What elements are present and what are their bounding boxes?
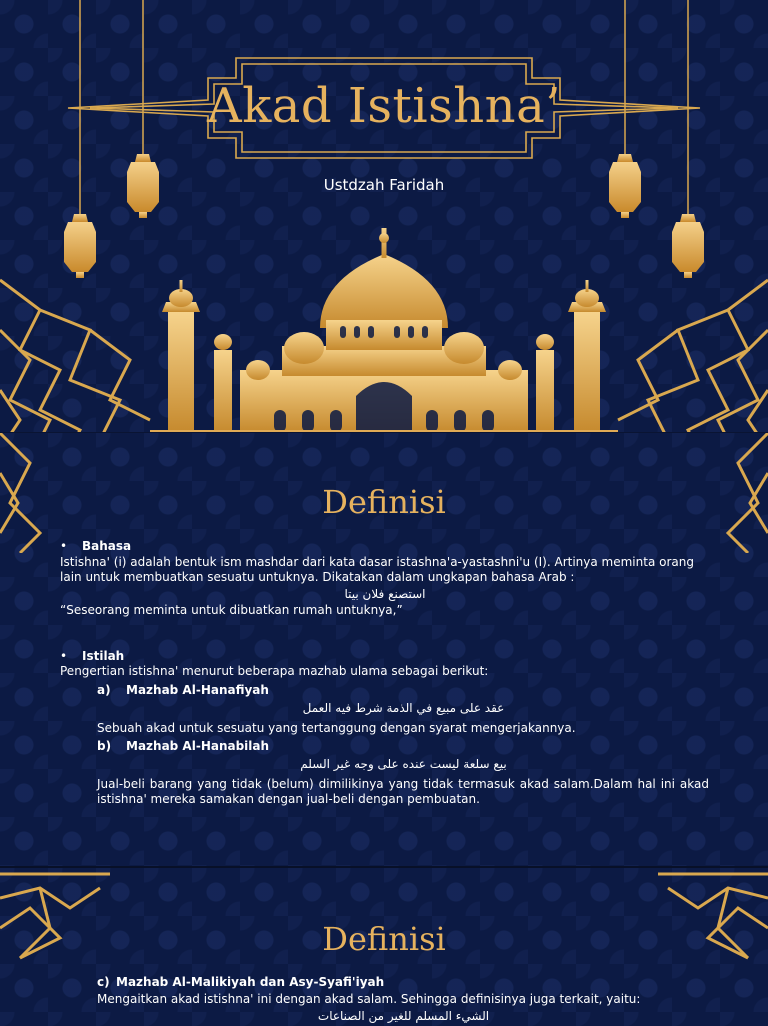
mazhab-hanabilah-label: Mazhab Al-Hanabilah: [126, 739, 270, 753]
bullet-icon: •: [60, 539, 68, 553]
bahasa-arabic: استصنع فلان بيتا: [344, 587, 426, 601]
section-heading: Definisi: [322, 920, 446, 958]
mazhab-hanafiyah-label: Mazhab Al-Hanafiyah: [126, 683, 269, 697]
ornament-left: [0, 270, 160, 432]
hanafiyah-text: Sebuah akad untuk sesuatu yang tertanggung dengan syarat mengerjakannya.: [97, 721, 576, 735]
bahasa-text: Istishna' (i) adalah bentuk ism mashdar dari kata dasar istashna'a-yastashni'u (I). Artinya meminta orang lain untuk membuatkan sesuatu untuknya. Dikatakan dalam ungkapan bahasa Arab :: [60, 555, 694, 584]
section-heading: Definisi: [322, 483, 446, 521]
bahasa-quote: “Seseorang meminta untuk dibuatkan rumah untuknya,”: [60, 603, 403, 617]
item-marker: a): [97, 683, 111, 697]
bullet-icon: •: [60, 649, 68, 663]
title-slide: [0, 0, 768, 432]
malikiyah-text: Mengaitkan akad istishna' ini dengan akad salam. Sehingga definisinya juga terkait, yaitu:: [97, 992, 641, 1006]
istilah-intro: Pengertian istishna' menurut beberapa mazhab ulama sebagai berikut:: [60, 664, 489, 678]
malikiyah-arabic: الشيء المسلم للغير من الصناعات: [317, 1009, 490, 1023]
mazhab-malikiyah-label: Mazhab Al-Malikiyah dan Asy-Syafi'iyah: [116, 975, 385, 989]
istilah-label: Istilah: [82, 649, 125, 663]
definition-slide-2: [0, 866, 768, 1026]
bahasa-label: Bahasa: [82, 539, 132, 553]
item-marker: b): [97, 739, 112, 753]
presenter-name: Ustdzah Faridah: [323, 176, 445, 194]
ornament-right: [608, 270, 768, 432]
definition-slide-1: [0, 432, 768, 867]
hanafiyah-arabic: عقد على مبيع في الذمة شرط فيه العمل: [302, 701, 505, 715]
item-marker: c): [97, 975, 110, 989]
hanabilah-text: Jual-beli barang yang tidak (belum) dimilikinya yang tidak termasuk akad salam.Dalam hal ini akad istishna' mereka samakan dengan jual-beli dengan pembuatan.: [97, 777, 709, 806]
hanabilah-arabic: بيع سلعة ليست عنده على وجه غير السلم: [300, 757, 507, 771]
presentation-title: Akad Istishna’: [207, 78, 561, 134]
